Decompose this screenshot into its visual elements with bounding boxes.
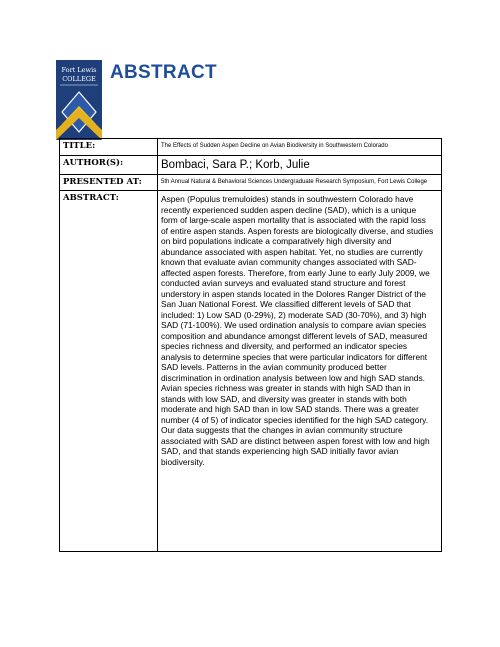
title-row	[60, 139, 442, 156]
presented-row	[60, 175, 442, 191]
page-title: ABSTRACT	[110, 62, 217, 83]
authors-row	[60, 156, 442, 175]
title-label: TITLE:	[60, 139, 158, 156]
abstract-label: ABSTRACT:	[60, 191, 158, 552]
presented-value: 5th Annual Natural & Behavioral Sciences Undergraduate Research Symposium, Fort Lewis College	[158, 175, 442, 191]
abstract-body: Aspen (Populus tremuloides) stands in southwestern Colorado have recently experienced sudden aspen decline (SAD), which is a unique form of large-scale aspen mortality that is associated with the rapid loss of entire aspen stands. Aspen forests are biologically diverse, and studies on bird populations indicate a comparatively high diversity and abundance associated with aspen habitat. Yet, no studies are currently known that evaluate avian community changes associated with SAD-affected aspen forests. Therefore, from early June to early July 2009, we conducted avian surveys and evaluated stand structure and forest understory in aspen stands located in the Dolores Ranger District of the San Juan National Forest. We classified different levels of SAD that included: 1) Low SAD (0-29%), 2) moderate SAD (30-70%), and 3) high SAD (71-100%). We used ordination analysis to compare avian species composition and abundance amongst different levels of SAD, measured species richness and diversity, and performed an indicator species analysis to determine species that were particular indicators for different SAD levels. Patterns in the avian community produced better discrimination in ordination analysis between low and high SAD stands. Avian species richness was greater in stands with high SAD than in stands with low SAD, and diversity was greater in stands with both moderate and high SAD than in low SAD stands. There was a greater number (4 of 5) of indicator species identified for the high SAD category. Our data suggests that the changes in avian community structure associated with SAD are distinct between aspen forest with low and high SAD, and that stands experiencing high SAD initially favor avian biodiversity.	[161, 194, 434, 467]
abstract-form-table	[59, 138, 442, 552]
presented-label: PRESENTED AT:	[60, 175, 158, 191]
title-value: The Effects of Sudden Aspen Decline on Avian Biodiversity in Southwestern Colorado	[158, 139, 442, 156]
authors-label: AUTHOR(S):	[60, 156, 158, 175]
abstract-row	[60, 191, 442, 552]
college-logo	[56, 60, 102, 140]
authors-value: Bombaci, Sara P.; Korb, Julie	[158, 156, 442, 175]
logo-text-line2: COLLEGE	[62, 75, 96, 83]
logo-text-line1: Fort Lewis	[61, 66, 97, 74]
